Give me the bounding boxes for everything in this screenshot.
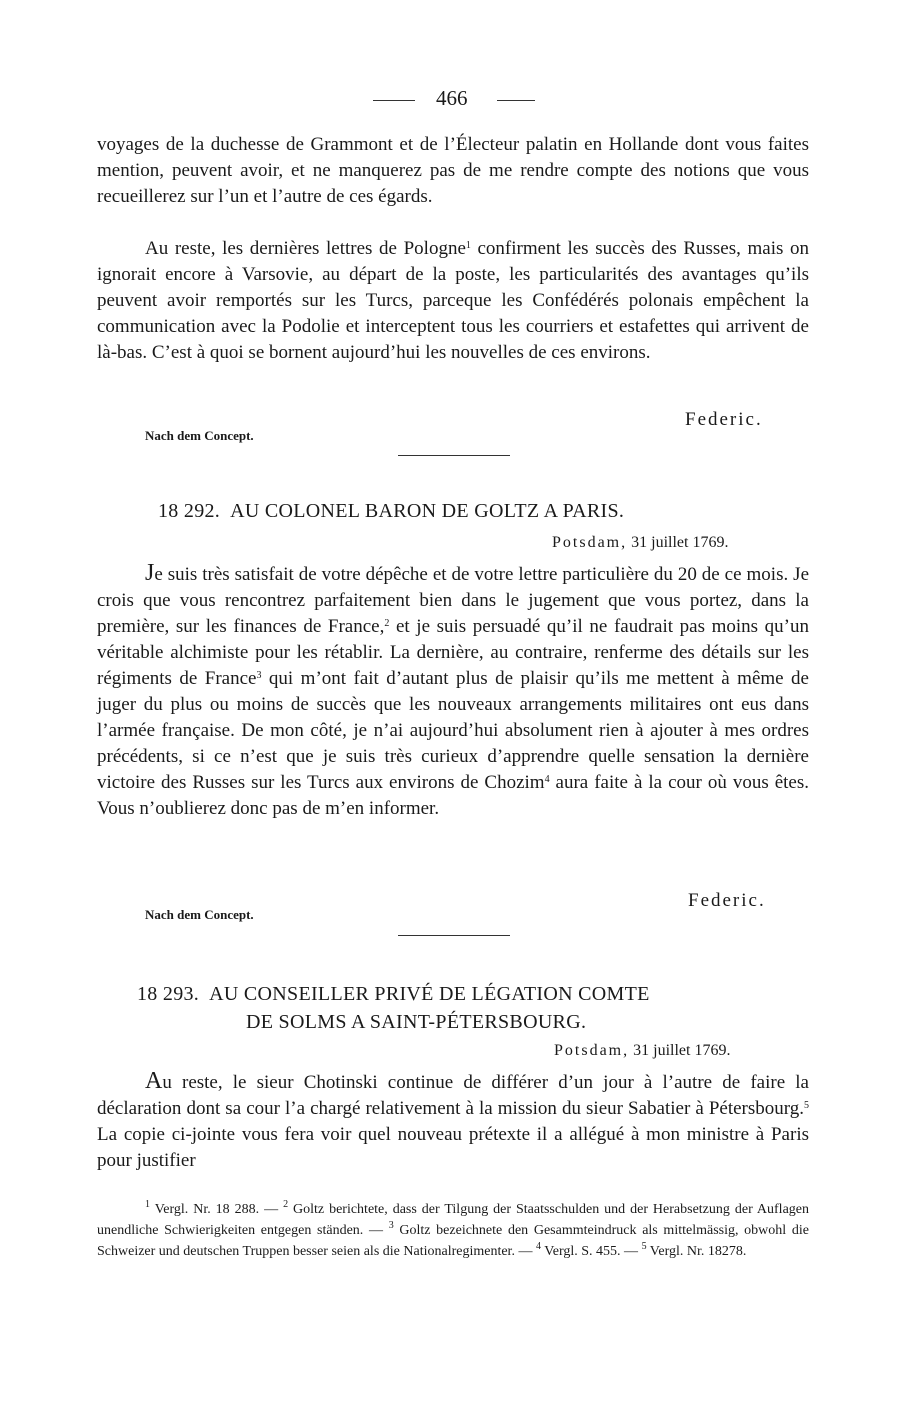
letter-body <box>97 560 809 822</box>
footnote-text: Goltz berichtete, dass der Tilgung der Staatsschulden und der Herabsetzung der Auflagen unendliche Schwierigkeiten entgegen ständen. — <box>97 1202 810 1238</box>
footnote-text: Vergl. S. 455. — <box>540 1244 642 1259</box>
footnote-ref: 2 <box>384 618 390 629</box>
letter-body-text-c: qui m’ont fait d’autant plus de plaisir qu’ils me mettent à même de juger du plus ou moins de succès que les nouveaux arrangements militaires ont eus dans l’armée française. De mon côté, je n’ai aujourd’hui absolument rien à ajouter à mes ordres précédents, si ce n’est que je suis très curieux d’apprendre quelle sensation la dernière victoire des Russes sur les Turcs aux environs de Chozim <box>97 668 809 793</box>
dateline <box>554 1042 730 1060</box>
letter-body-text-a: u reste, le sieur Chotinski continue de différer d’un jour à l’autre de faire la déclaration dont sa cour l’a chargé relativement à la mission du sieur Sabatier à Pétersbourg. <box>97 1072 809 1119</box>
source-note: Nach dem Concept. <box>145 907 254 922</box>
section-separator <box>398 935 510 936</box>
intro-paragraph-1: voyages de la duchesse de Grammont et de l’Électeur palatin en Hollande dont vous faites mention, peuvent avoir, et ne manquerez pas de me rendre compte des notions que vous recueillerez sur l’un et l’autre de ces égards. <box>97 134 809 207</box>
letter-heading-line-2 <box>0 1011 900 1034</box>
page-number: 466 <box>436 86 468 110</box>
footnote-text: Goltz bezeichnete den Gesammteindruck als mittelmässig, obwohl die Schweizer und deutschen Truppen besser seien als die Nationalregimenter. — <box>97 1223 809 1259</box>
letter-title: AU COLONEL BARON DE GOLTZ A PARIS. <box>230 500 625 522</box>
footnote-text: Vergl. Nr. 18278. <box>646 1244 747 1259</box>
letter-body <box>97 1068 809 1174</box>
letter-number: 18 293. <box>137 983 200 1005</box>
footnote-mark: 2 <box>283 1199 289 1210</box>
letter-body-text-a: e suis très satisfait de votre dépêche et de votre lettre particulière du 20 de ce mois. Je crois que vous rencontrez parfaitement bien dans le jugement que vous portez, dans la première, sur les finances de France, <box>97 564 809 637</box>
footnotes <box>97 1199 809 1262</box>
footnote-mark: 4 <box>535 1241 541 1252</box>
footnote-ref: 5 <box>804 1100 809 1111</box>
letter-body-text-d: aura faite à la cour où vous êtes. Vous n’oublierez donc pas de m’en informer. <box>97 772 809 819</box>
footnote-ref: 4 <box>544 774 550 785</box>
intro-paragraph-2-text-b: confirment les succès des Russes, mais on ignorait encore à Varsovie, au départ de la poste, les particularités des avantages qu’ils peuvent avoir remportés sur les Turcs, parceque les Confédérés polonais empêchent la communication avec la Podolie et interceptent tous les courriers et estafettes qui arrivent de là-bas. C’est à quoi se bornent aujourd’hui les nouvelles de ces environs. <box>97 238 809 363</box>
section-separator <box>398 455 510 456</box>
dateline-date: 31 juillet 1769. <box>633 1042 731 1059</box>
page-header <box>0 86 900 114</box>
dateline-date: 31 juillet 1769. <box>631 534 729 551</box>
letter-number: 18 292. <box>158 500 221 522</box>
footnote-text: Vergl. Nr. 18 288. — <box>150 1202 284 1217</box>
footnote-mark: 1 <box>145 1199 150 1210</box>
signature: Federic. <box>685 409 763 430</box>
footnote-ref: 1 <box>465 240 471 251</box>
intro-paragraph-2-text-a: Au reste, les dernières lettres de Pologne <box>145 238 466 259</box>
signature: Federic. <box>688 890 766 911</box>
footnote-ref: 3 <box>256 670 262 681</box>
letter-title-line-1: AU CONSEILLER PRIVÉ DE LÉGATION COMTE <box>209 983 650 1005</box>
dateline-place: Potsdam, <box>554 1042 630 1059</box>
letter-heading <box>0 983 900 1006</box>
letter-body-text-b: La copie ci-jointe vous fera voir quel nouveau prétexte il a allégué à mon ministre à Paris pour justifier <box>97 1124 809 1171</box>
header-rule-right <box>497 100 535 101</box>
letter-body-text-b: et je suis persuadé qu’il ne faudrait pas moins qu’un véritable alchimiste pour les rétablir. La dernière, au contraire, renferme des détails sur les régiments de France <box>97 616 810 689</box>
footnote-mark: 5 <box>641 1241 647 1252</box>
header-rule-left <box>373 100 415 101</box>
source-note: Nach dem Concept. <box>145 428 254 443</box>
dateline <box>552 534 728 552</box>
drop-cap: J <box>145 560 155 586</box>
letter-title-line-2: DE SOLMS A SAINT-PÉTERSBOURG. <box>246 1011 587 1033</box>
intro-paragraph-2 <box>97 236 809 366</box>
footnote-mark: 3 <box>388 1220 394 1231</box>
letter-heading <box>0 500 900 523</box>
dateline-place: Potsdam, <box>552 534 628 551</box>
drop-cap: A <box>145 1068 163 1094</box>
